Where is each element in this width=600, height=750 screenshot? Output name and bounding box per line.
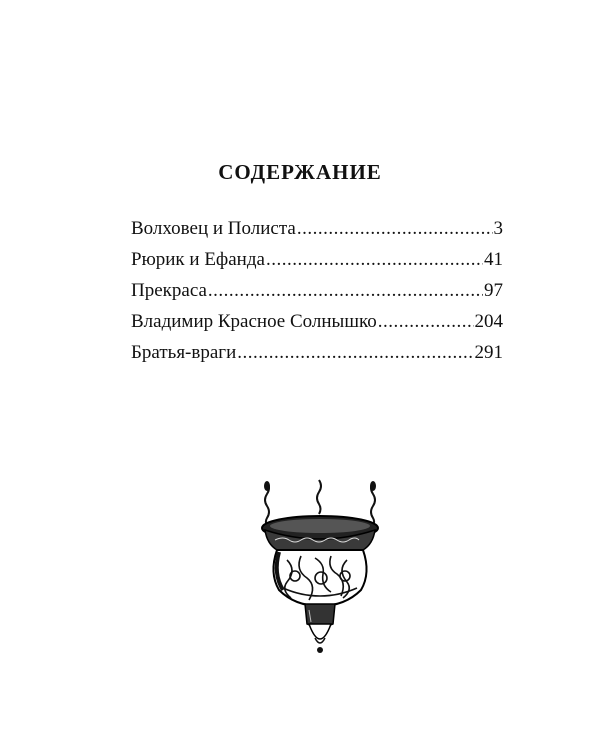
- toc-entry[interactable]: [131, 249, 503, 280]
- leader-dots: [378, 311, 474, 333]
- toc-entry-title: Рюрик и Ефанда: [131, 249, 265, 270]
- toc-entry[interactable]: [131, 218, 503, 249]
- toc-entry-title: Волховец и Полиста: [131, 218, 296, 239]
- leader-dots: [208, 280, 483, 302]
- toc-entry-page: 3: [493, 218, 503, 239]
- toc-entry-page: 204: [474, 311, 503, 332]
- toc-entry-title: Прекраса: [131, 280, 207, 301]
- toc-list: [131, 218, 503, 373]
- toc-entry-title: Владимир Красное Солнышко: [131, 311, 377, 332]
- leader-dots: [297, 218, 493, 240]
- toc-entry-page: 97: [484, 280, 503, 301]
- hanging-oil-lamp-icon: [255, 478, 385, 658]
- leader-dots: [266, 249, 483, 271]
- toc-heading: СОДЕРЖАНИЕ: [218, 160, 382, 184]
- toc-entry[interactable]: [131, 311, 503, 342]
- toc-entry[interactable]: [131, 280, 503, 311]
- toc-entry-title: Братья-враги: [131, 342, 237, 363]
- toc-entry[interactable]: [131, 342, 503, 373]
- toc-entry-page: 291: [474, 342, 503, 363]
- leader-dots: [237, 342, 473, 364]
- toc-entry-page: 41: [484, 249, 503, 270]
